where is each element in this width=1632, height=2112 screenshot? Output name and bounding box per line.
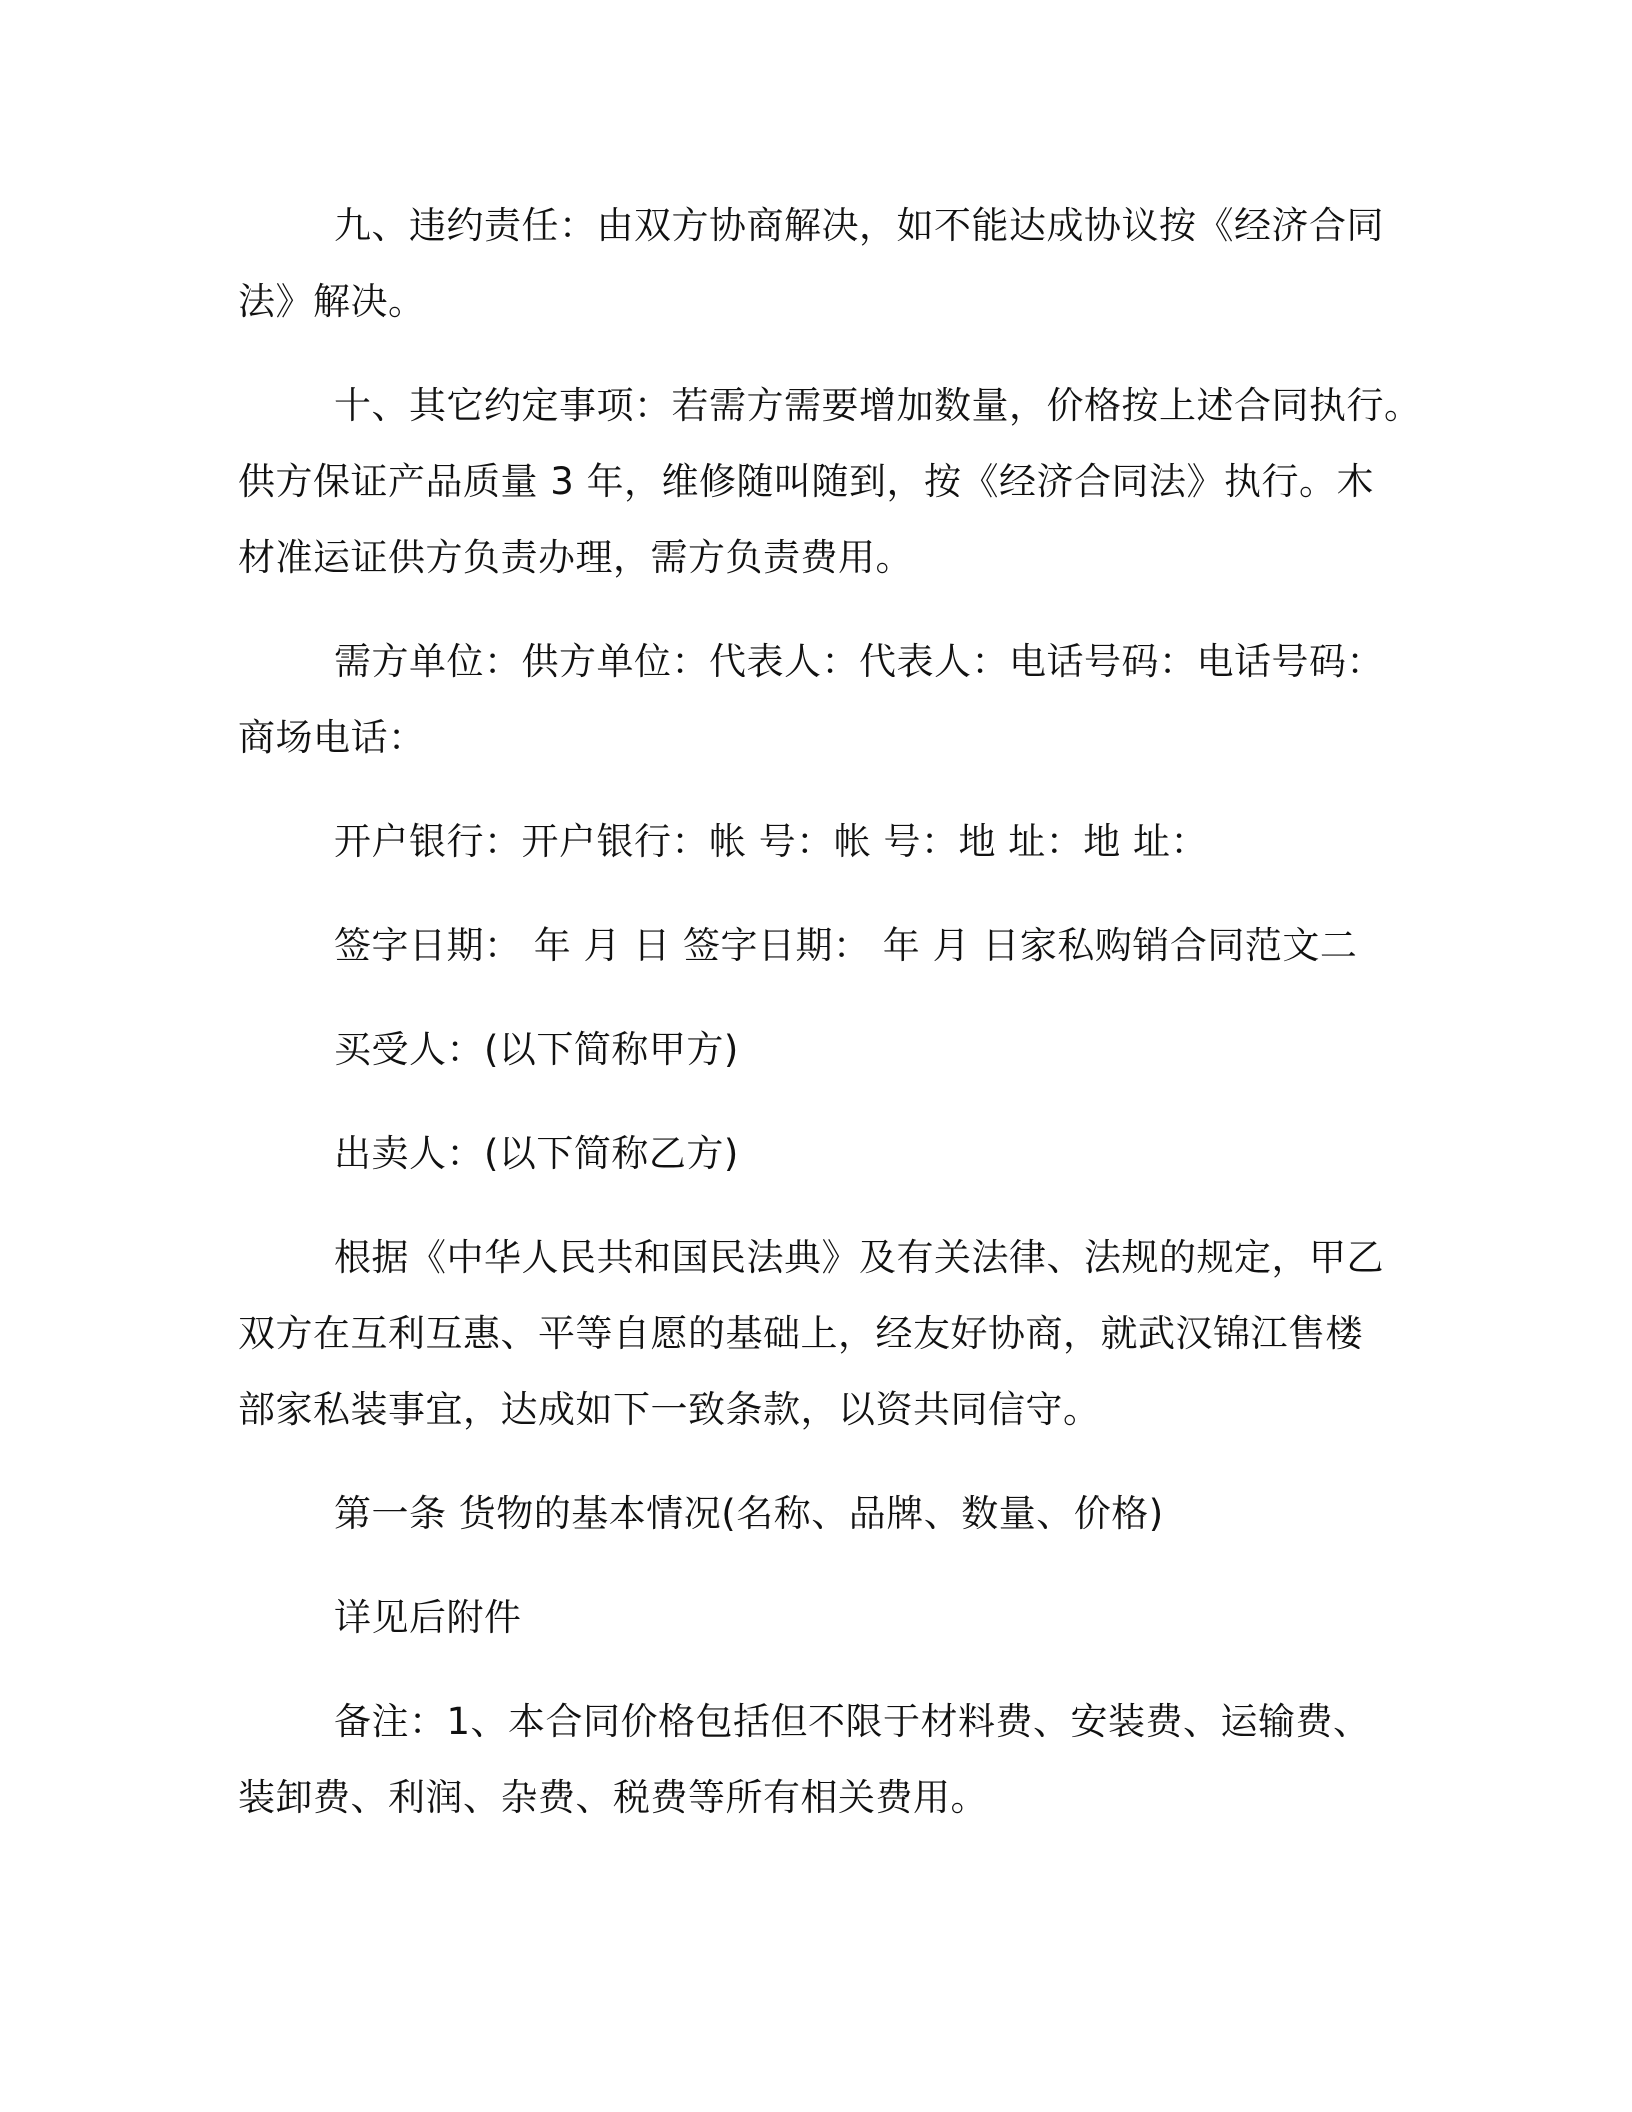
text-line: 部家私装事宜，达成如下一致条款，以资共同信守。 <box>238 1388 1101 1431</box>
text-line: 九、违约责任：由双方协商解决，如不能达成协议按《经济合同 <box>334 204 1384 247</box>
text-line: 出卖人：(以下简称乙方) <box>334 1132 739 1175</box>
text-line: 法》解决。 <box>238 280 426 323</box>
paragraph-signing-date <box>238 908 1398 984</box>
text-line: 材准运证供方负责办理，需方负责费用。 <box>238 536 913 579</box>
text-line: 需方单位：供方单位：代表人：代表人：电话号码：电话号码： <box>334 640 1384 683</box>
paragraph-see-attachment <box>238 1580 1398 1656</box>
paragraph-party-units <box>238 624 1398 776</box>
text-line: 签字日期： 年 月 日 签字日期： 年 月 日家私购销合同范文二 <box>334 924 1358 967</box>
paragraph-legal-basis <box>238 1220 1398 1448</box>
text-line: 商场电话： <box>238 716 426 759</box>
paragraph-bank-info <box>238 804 1398 880</box>
paragraph-breach-liability <box>238 188 1398 340</box>
document-body <box>238 188 1422 1864</box>
text-line: 备注：1、本合同价格包括但不限于材料费、安装费、运输费、 <box>334 1700 1371 1743</box>
paragraph-buyer <box>238 1012 1398 1088</box>
text-line: 详见后附件 <box>334 1596 522 1639</box>
paragraph-seller <box>238 1116 1398 1192</box>
text-line: 供方保证产品质量 3 年，维修随叫随到，按《经济合同法》执行。木 <box>238 460 1375 503</box>
text-line: 根据《中华人民共和国民法典》及有关法律、法规的规定，甲乙 <box>334 1236 1384 1279</box>
paragraph-other-terms <box>238 368 1422 596</box>
paragraph-article-one <box>238 1476 1398 1552</box>
text-line: 第一条 货物的基本情况(名称、品牌、数量、价格) <box>334 1492 1164 1535</box>
text-line: 装卸费、利润、杂费、税费等所有相关费用。 <box>238 1776 988 1819</box>
text-line: 买受人：(以下简称甲方) <box>334 1028 739 1071</box>
text-line: 双方在互利互惠、平等自愿的基础上，经友好协商，就武汉锦江售楼 <box>238 1312 1363 1355</box>
text-line: 开户银行：开户银行：帐 号：帐 号：地 址：地 址： <box>334 820 1209 863</box>
text-line: 十、其它约定事项：若需方需要增加数量，价格按上述合同执行。 <box>334 384 1422 427</box>
paragraph-remarks <box>238 1684 1398 1836</box>
